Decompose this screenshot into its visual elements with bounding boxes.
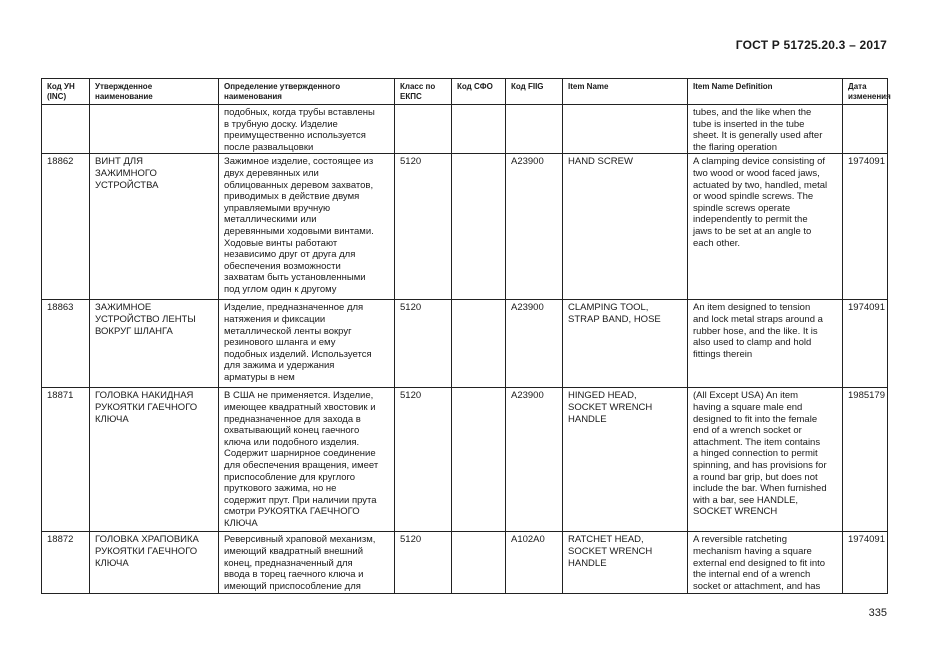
cell-class: 5120: [395, 388, 452, 532]
cell-name-ru: ГОЛОВКА НАКИДНАЯ РУКОЯТКИ ГАЕЧНОГО КЛЮЧА: [90, 388, 219, 532]
col-header-fiig: Код FIIG: [506, 79, 563, 105]
cell-name-ru: ВИНТ ДЛЯ ЗАЖИМНОГО УСТРОЙСТВА: [90, 154, 219, 300]
cell-inc: 18872: [42, 532, 90, 594]
table-row: [42, 532, 888, 594]
col-header-item-name: Item Name: [563, 79, 688, 105]
cell-inc: 18862: [42, 154, 90, 300]
cell-date: [843, 105, 888, 154]
cell-fiig: A23900: [506, 388, 563, 532]
table-header-row: [42, 79, 888, 105]
cell-item-name: HAND SCREW: [563, 154, 688, 300]
cell-definition-ru: подобных, когда трубы вставлены в трубную доску. Изделие преимущественно используется после развальцовки: [219, 105, 395, 154]
cell-item-definition: tubes, and the like when the tube is inserted in the tube sheet. It is generally used after the flaring operation: [688, 105, 843, 154]
cell-item-name: CLAMPING TOOL, STRAP BAND, HOSE: [563, 300, 688, 388]
cell-class: 5120: [395, 532, 452, 594]
cell-inc: 18871: [42, 388, 90, 532]
cell-definition-ru: Реверсивный храповой механизм, имеющий квадратный внешний конец, предназначенный для ввода в торец гаечного ключа и имеющий приспособление для: [219, 532, 395, 594]
cell-fiig: [506, 105, 563, 154]
cell-name-ru: ГОЛОВКА ХРАПОВИКА РУКОЯТКИ ГАЕЧНОГО КЛЮЧА: [90, 532, 219, 594]
document-title: ГОСТ Р 51725.20.3 – 2017: [735, 38, 887, 52]
cell-sfo: [452, 388, 506, 532]
table-row: [42, 105, 888, 154]
table-row: [42, 300, 888, 388]
cell-item-name: [563, 105, 688, 154]
cell-date: 1974091: [843, 532, 888, 594]
cell-sfo: [452, 154, 506, 300]
cell-sfo: [452, 300, 506, 388]
items-table: [41, 78, 891, 594]
col-header-definition-ru: Определение утвержденного наименования: [219, 79, 395, 105]
col-header-inc: Код УН (INC): [42, 79, 90, 105]
page-number: 335: [868, 607, 887, 619]
table-row: [42, 154, 888, 300]
table-row: [42, 388, 888, 532]
cell-class: 5120: [395, 300, 452, 388]
cell-date: 1974091: [843, 154, 888, 300]
cell-item-definition: An item designed to tension and lock metal straps around a rubber hose, and the like. It is also used to clamp and hold fittings therein: [688, 300, 843, 388]
cell-sfo: [452, 105, 506, 154]
cell-item-definition: (All Except USA) An item having a square male end designed to fit into the female end of a wrench socket or attachment. The item contains a hinged connection to permit spinning, and has provisions for a round bar grip, but does not include the bar. When furnished with a bar, see HANDLE, SOCKET WRENCH: [688, 388, 843, 532]
cell-item-definition: A reversible ratcheting mechanism having a square external end designed to fit into the internal end of a wrench socket or attachment, and has: [688, 532, 843, 594]
col-header-class: Класс по ЕКПС: [395, 79, 452, 105]
cell-name-ru: ЗАЖИМНОЕ УСТРОЙСТВО ЛЕНТЫ ВОКРУГ ШЛАНГА: [90, 300, 219, 388]
cell-item-definition: A clamping device consisting of two wood or wood faced jaws, actuated by two, handled, metal or wood spindle screws. The spindle screws operate independently to permit the jaws to be set at an angle to each other.: [688, 154, 843, 300]
cell-name-ru: [90, 105, 219, 154]
col-header-item-definition: Item Name Definition: [688, 79, 843, 105]
cell-date: 1985179: [843, 388, 888, 532]
col-header-date: Дата изменения: [843, 79, 888, 105]
cell-fiig: A102A0: [506, 532, 563, 594]
col-header-name-ru: Утвержденное наименование: [90, 79, 219, 105]
cell-class: 5120: [395, 154, 452, 300]
cell-definition-ru: Изделие, предназначенное для натяжения и фиксации металлической ленты вокруг резинового шланга и ему подобных изделий. Используется для зажима и удержания арматуры в нем: [219, 300, 395, 388]
cell-class: [395, 105, 452, 154]
cell-definition-ru: В США не применяется. Изделие, имеющее квадратный хвостовик и предназначенное для захода в охватывающий конец гаечного ключа или подобного изделия. Содержит шарнирное соединение для обеспечения вращения, имеет приспособление для круглого пруткового зажима, но не содержит прут. При наличии прута смотри РУКОЯТКА ГАЕЧНОГО КЛЮЧА: [219, 388, 395, 532]
cell-fiig: A23900: [506, 300, 563, 388]
cell-fiig: A23900: [506, 154, 563, 300]
cell-sfo: [452, 532, 506, 594]
cell-inc: 18863: [42, 300, 90, 388]
col-header-sfo: Код СФО: [452, 79, 506, 105]
cell-date: 1974091: [843, 300, 888, 388]
cell-item-name: HINGED HEAD, SOCKET WRENCH HANDLE: [563, 388, 688, 532]
cell-definition-ru: Зажимное изделие, состоящее из двух деревянных или облицованных деревом захватов, приводимых в действие двумя управляемыми вручную металлическими или деревянными ходовыми винтами. Ходовые винты работают независимо друг от друга для обеспечения возможности захватам быть установленными под углом один к другому: [219, 154, 395, 300]
cell-inc: [42, 105, 90, 154]
cell-item-name: RATCHET HEAD, SOCKET WRENCH HANDLE: [563, 532, 688, 594]
